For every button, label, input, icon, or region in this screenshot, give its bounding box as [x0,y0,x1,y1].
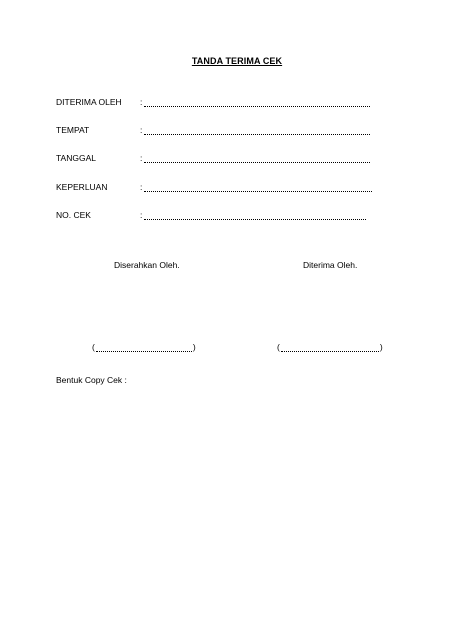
close-paren: ) [192,342,196,352]
field-no-cek [56,210,376,222]
field-tanggal [56,153,376,165]
signature-fill-line [96,344,192,352]
copy-cek-label: Bentuk Copy Cek : [56,375,127,385]
field-diterima-oleh [56,97,376,109]
field-tempat [56,125,376,137]
field-label: TANGGAL [56,153,96,163]
open-paren: ( [92,342,95,352]
signature-label-sender: Diserahkan Oleh. [114,260,180,270]
field-fill-line [144,182,372,192]
signature-line-sender [92,342,196,352]
field-colon: : [140,125,143,135]
field-colon: : [140,210,143,220]
field-keperluan [56,182,376,194]
field-fill-line [144,210,366,220]
field-fill-line [144,125,370,135]
signature-label-receiver: Diterima Oleh. [303,260,358,270]
field-label: TEMPAT [56,125,90,135]
field-label: KEPERLUAN [56,182,108,192]
field-label: NO. CEK [56,210,91,220]
field-colon: : [140,97,143,107]
document-title: TANDA TERIMA CEK [191,56,283,66]
signature-fill-line [281,344,379,352]
field-fill-line [144,97,370,107]
close-paren: ) [379,342,383,352]
field-colon: : [140,182,143,192]
open-paren: ( [277,342,280,352]
field-label: DITERIMA OLEH [56,97,122,107]
field-colon: : [140,153,143,163]
field-fill-line [144,153,370,163]
signature-line-receiver [277,342,383,352]
